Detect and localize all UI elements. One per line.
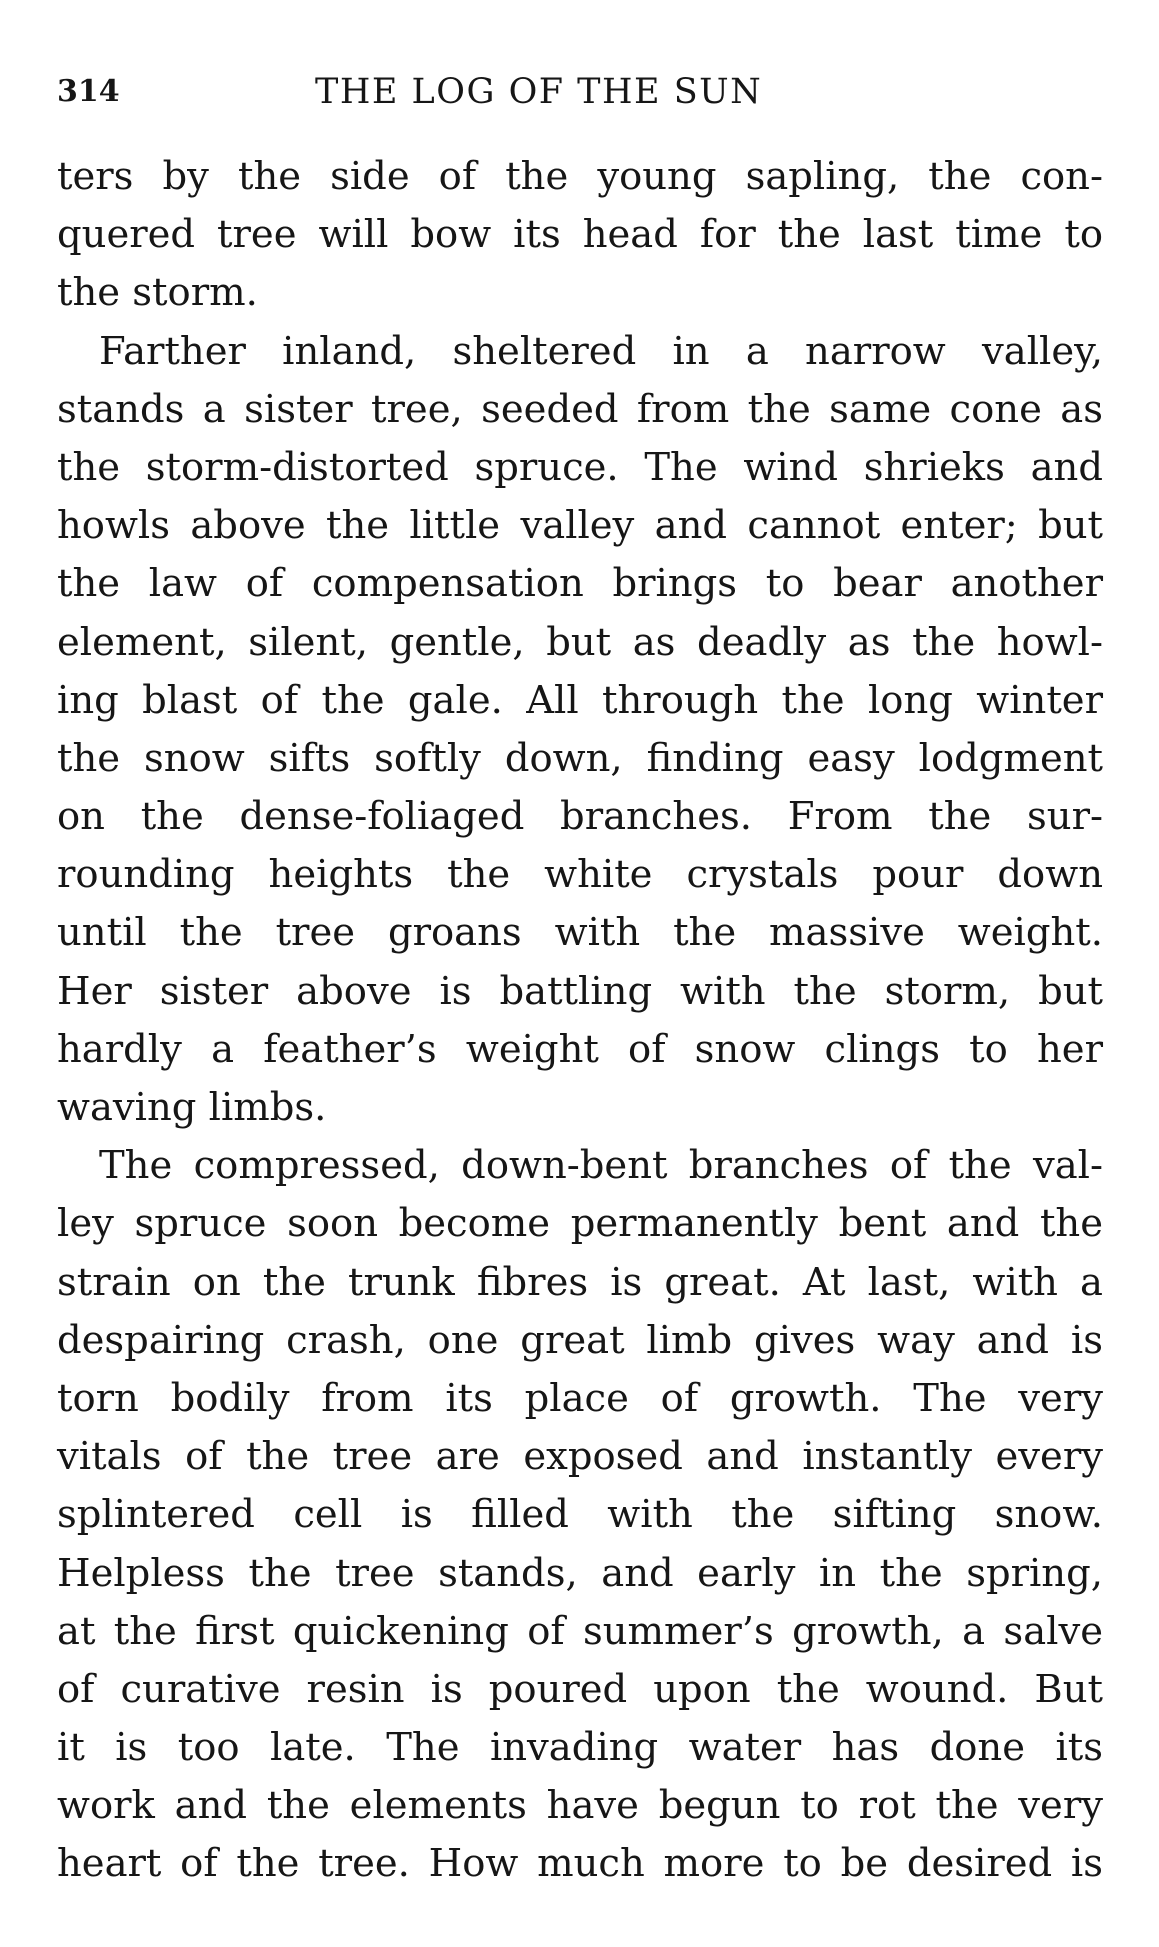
text-line: waving limbs.: [57, 1085, 327, 1130]
text-line: hardly a feather’s weight of snow clings to her: [57, 1026, 1103, 1072]
text-line: The compressed, down-bent branches of the val-: [99, 1143, 1103, 1189]
text-line: ing blast of the gale. All through the long winter: [57, 677, 1103, 723]
text-line: quered tree will bow its head for the last time to: [57, 212, 1103, 258]
text-line: splintered cell is filled with the sifting snow.: [57, 1492, 1103, 1538]
text-line: the storm-distorted spruce. The wind shrieks and: [57, 444, 1103, 490]
text-line: element, silent, gentle, but as deadly as the howl-: [57, 619, 1103, 665]
paragraph-1: [57, 148, 1103, 323]
text-line: rounding heights the white crystals pour down: [57, 852, 1103, 898]
text-line: torn bodily from its place of growth. The very: [57, 1375, 1103, 1421]
text-line: ters by the side of the young sapling, the con-: [57, 154, 1103, 199]
paragraph-2: [57, 323, 1103, 1138]
text-line: heart of the tree. How much more to be desired is: [57, 1841, 1103, 1887]
text-line: ley spruce soon become permanently bent and the: [57, 1201, 1103, 1247]
text-line: stands a sister tree, seeded from the same cone as: [57, 386, 1103, 432]
text-line: on the dense-foliaged branches. From the sur-: [57, 794, 1103, 840]
text-line: vitals of the tree are exposed and instantly every: [57, 1434, 1103, 1480]
text-line: Farther inland, sheltered in a narrow valley,: [99, 328, 1103, 374]
text-line: the law of compensation brings to bear another: [57, 561, 1103, 607]
running-head: [57, 72, 1103, 116]
text-line: of curative resin is poured upon the wound. But: [57, 1666, 1103, 1712]
page-number: 314: [57, 74, 120, 109]
text-line: work and the elements have begun to rot the very: [57, 1783, 1103, 1829]
text-line: the snow sifts softly down, finding easy lodgment: [57, 735, 1103, 781]
text-line: Her sister above is battling with the storm, but: [57, 968, 1103, 1014]
paragraph-3: [57, 1137, 1103, 1893]
text-line: it is too late. The invading water has done its: [57, 1725, 1103, 1771]
text-line: howls above the little valley and cannot enter; but: [57, 503, 1103, 549]
text-line: strain on the trunk fibres is great. At last, with a: [57, 1259, 1103, 1305]
text-line: the storm.: [57, 270, 258, 316]
text-line: Helpless the tree stands, and early in the spring,: [57, 1550, 1103, 1596]
text-line: despairing crash, one great limb gives way and is: [57, 1317, 1103, 1363]
text-line: until the tree groans with the massive weight.: [57, 910, 1103, 956]
body-text: [57, 148, 1103, 1894]
running-title: THE LOG OF THE SUN: [315, 72, 763, 112]
text-line: at the first quickening of summer’s growth, a salve: [57, 1608, 1103, 1654]
